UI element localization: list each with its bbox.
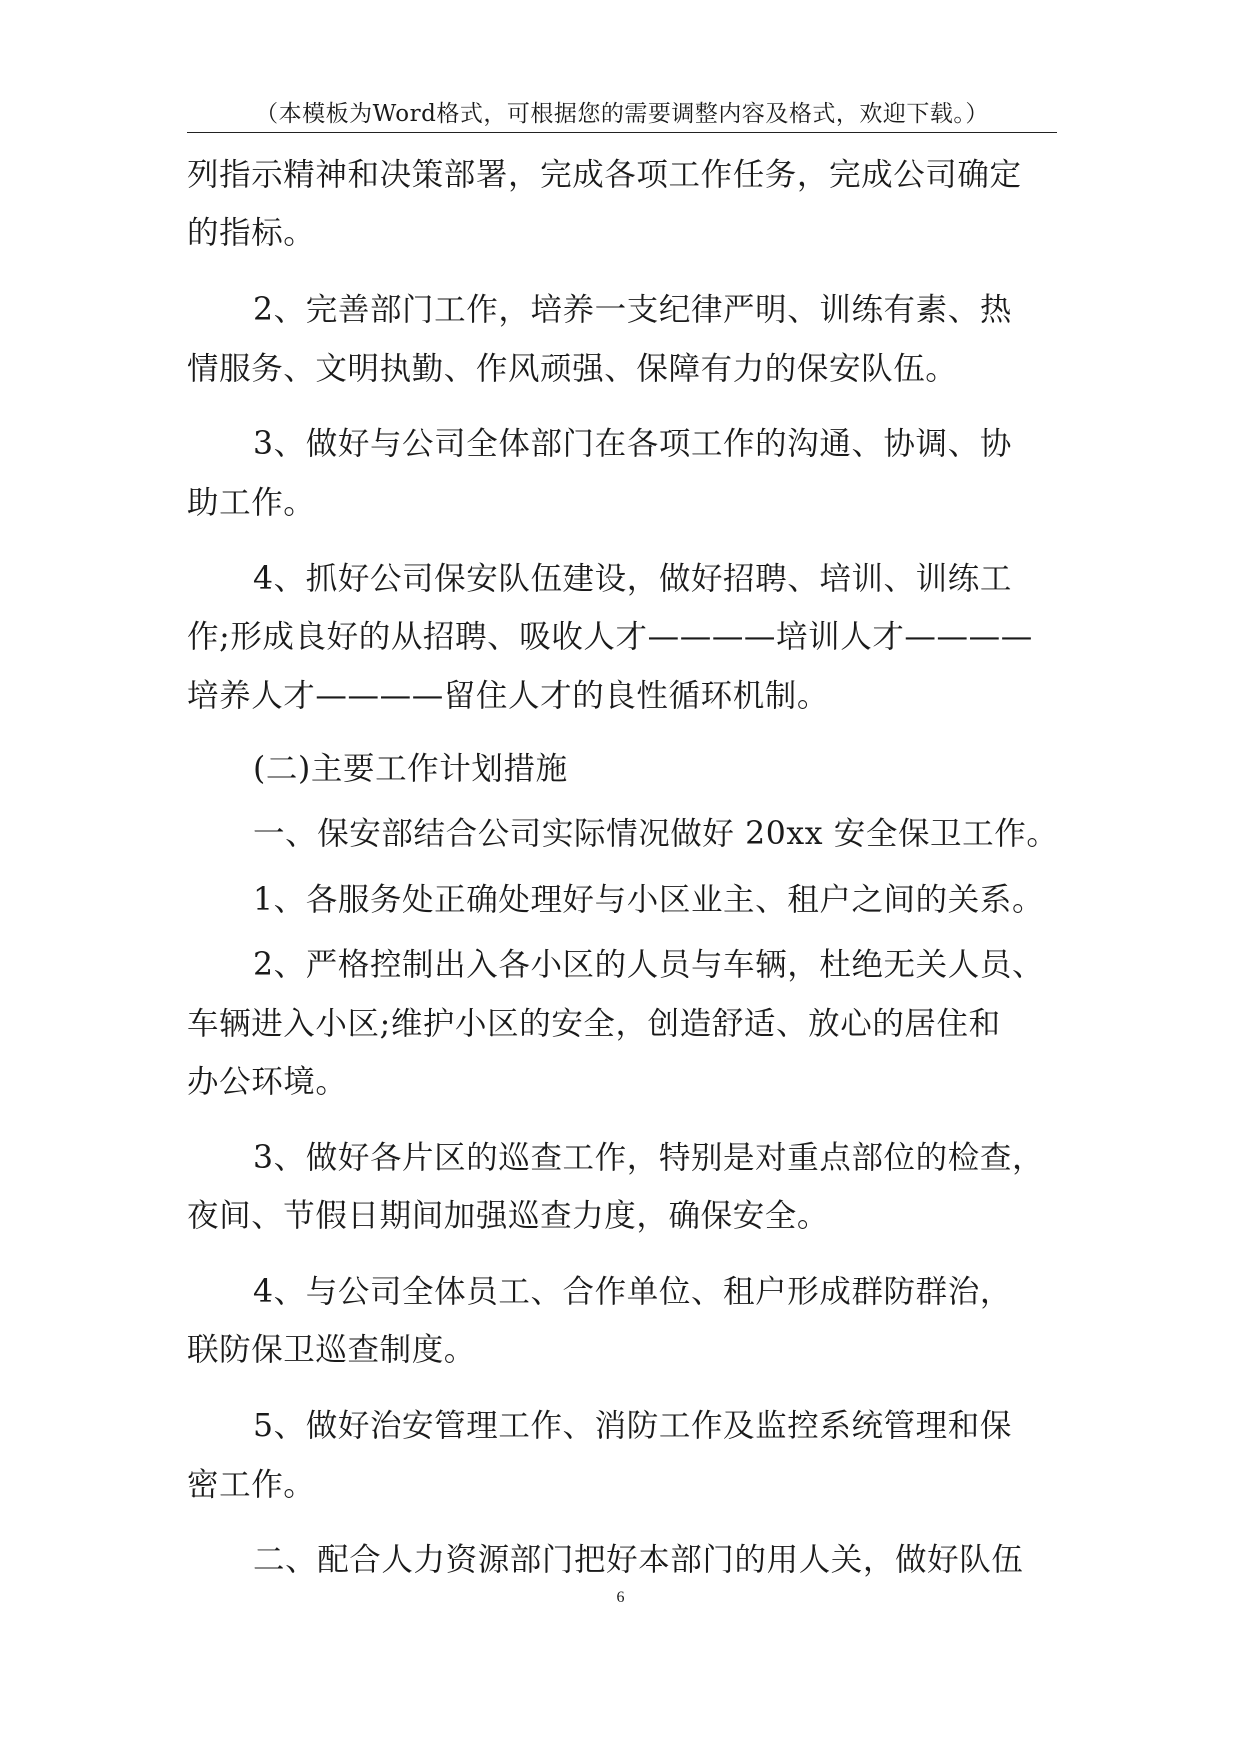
body-line: 4、与公司全体员工、合作单位、租户形成群防群治， <box>253 1274 1012 1310</box>
body-line: 密工作。 <box>187 1467 316 1503</box>
body-line: 3、做好各片区的巡查工作，特别是对重点部位的检查， <box>253 1140 1045 1176</box>
body-line: 2、严格控制出入各小区的人员与车辆，杜绝无关人员、 <box>253 947 1045 983</box>
header-divider <box>187 132 1057 133</box>
body-line: 的指标。 <box>187 215 316 251</box>
body-line: 3、做好与公司全体部门在各项工作的沟通、协调、协 <box>253 426 1012 462</box>
body-line: 助工作。 <box>187 485 316 521</box>
body-line: 2、完善部门工作，培养一支纪律严明、训练有素、热 <box>253 292 1012 328</box>
body-line: 办公环境。 <box>187 1064 348 1100</box>
body-line: 联防保卫巡查制度。 <box>187 1332 476 1368</box>
body-line: 二、配合人力资源部门把好本部门的用人关，做好队伍 <box>253 1542 1024 1578</box>
body-line: 1、各服务处正确处理好与小区业主、租户之间的关系。 <box>253 882 1045 918</box>
body-line: 作;形成良好的从招聘、吸收人才————培训人才———— <box>187 619 1033 655</box>
body-line: 夜间、节假日期间加强巡查力度，确保安全。 <box>187 1198 830 1234</box>
body-line: 4、抓好公司保安队伍建设，做好招聘、培训、训练工 <box>253 561 1012 597</box>
body-line: 情服务、文明执勤、作风顽强、保障有力的保安队伍。 <box>187 351 958 387</box>
body-line: 5、做好治安管理工作、消防工作及监控系统管理和保 <box>253 1408 1012 1444</box>
template-note: （本模板为Word格式，可根据您的需要调整内容及格式，欢迎下载。） <box>255 101 989 127</box>
body-line: 车辆进入小区;维护小区的安全，创造舒适、放心的居住和 <box>187 1006 1001 1042</box>
body-line: 培养人才————留住人才的良性循环机制。 <box>187 678 830 714</box>
page-number: 6 <box>616 1589 625 1606</box>
body-line: 列指示精神和决策部署，完成各项工作任务，完成公司确定 <box>187 157 1022 193</box>
body-line: 一、保安部结合公司实际情况做好 20xx 安全保卫工作。 <box>253 816 1059 852</box>
section-heading: (二)主要工作计划措施 <box>253 751 568 787</box>
